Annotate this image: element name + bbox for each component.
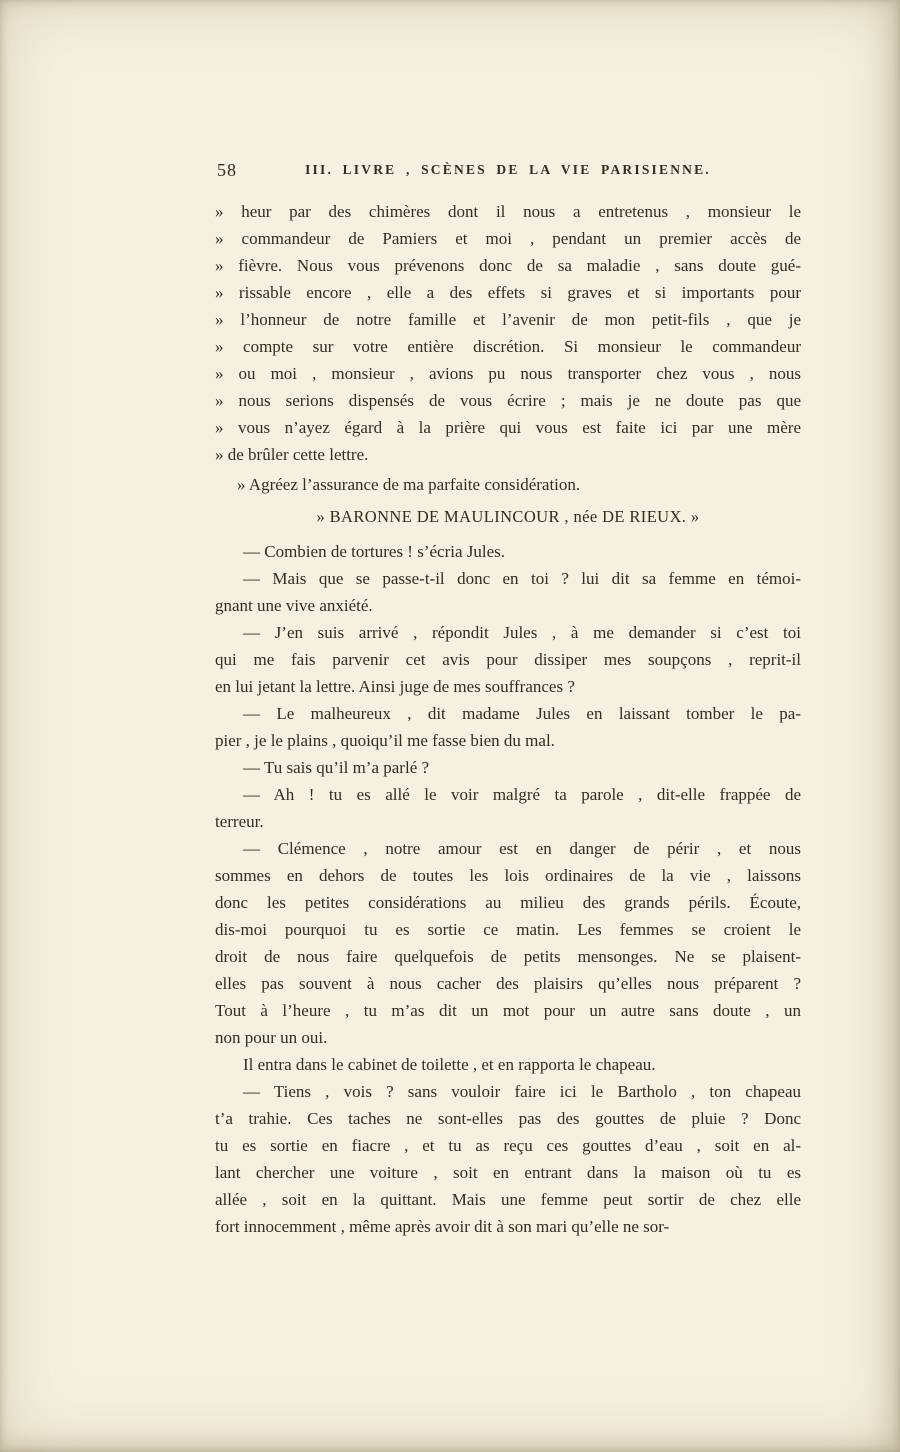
text-line: — Clémence , notre amour est en danger de périr , et nous [243,839,801,858]
text-line: Tout à l’heure , tu m’as dit un mot pour un autre sans doute , un [215,1001,801,1020]
text-line: allée , soit en la quittant. Mais une femme peut sortir de chez elle [215,1190,801,1209]
text-line: droit de nous faire quelquefois de petits mensonges. Ne se plaisent- [215,947,801,966]
text-line: dis-moi pourquoi tu es sortie ce matin. Les femmes se croient le [215,920,801,939]
page-header [215,158,801,188]
letter-line: » compte sur votre entière discrétion. Si monsieur le commandeur [215,337,801,356]
text-line: fort innocemment , même après avoir dit à son mari qu’elle ne sor- [215,1217,670,1236]
text-line: gnant une vive anxiété. [215,596,373,615]
running-title: III. LIVRE , SCÈNES DE LA VIE PARISIENNE. [305,162,711,177]
text-line: donc les petites considérations au milieu des grands périls. Écoute, [215,893,801,912]
text-line: — J’en suis arrivé , répondit Jules , à me demander si c’est toi [243,623,801,642]
text-line: — Le malheureux , dit madame Jules en laissant tomber le pa- [243,704,801,723]
text-line: non pour un oui. [215,1028,328,1047]
page-number: 58 [217,160,237,180]
dialogue-section [215,538,801,1240]
letter-line: » rissable encore , elle a des effets si graves et si importants pour [215,283,801,302]
text-line: sommes en dehors de toutes les lois ordinaires de la vie , laissons [215,866,801,885]
text-line: lant chercher une voiture , soit en entrant dans la maison où tu es [215,1163,801,1182]
letter-signature: » BARONNE DE MAULINCOUR , née DE RIEUX. » [316,507,700,526]
letter-line: » commandeur de Pamiers et moi , pendant un premier accès de [215,229,801,248]
text-line: — Tu sais qu’il m’a parlé ? [243,758,430,777]
letter-line: » de brûler cette lettre. [215,445,369,464]
letter-closing: » Agréez l’assurance de ma parfaite considération. [237,475,581,494]
letter-line: » vous n’ayez égard à la prière qui vous est faite ici par une mère [215,418,801,437]
text-line: — Combien de tortures ! s’écria Jules. [243,542,506,561]
letter-line: » l’honneur de notre famille et l’avenir de mon petit-fils , que je [215,310,801,329]
letter-line: » fièvre. Nous vous prévenons donc de sa maladie , sans doute gué- [215,256,801,275]
text-line: — Tiens , vois ? sans vouloir faire ici le Bartholo , ton chapeau [243,1082,801,1101]
text-line: — Mais que se passe-t-il donc en toi ? lui dit sa femme en témoi- [243,569,801,588]
text-line: — Ah ! tu es allé le voir malgré ta parole , dit-elle frappée de [243,785,801,804]
letter-quote [215,198,801,468]
letter-line: » heur par des chimères dont il nous a entretenus , monsieur le [215,202,801,221]
text-line: qui me fais parvenir cet avis pour dissiper mes soupçons , reprit-il [215,650,801,669]
text-line: terreur. [215,812,264,831]
letter-line: » nous serions dispensés de vous écrire ; mais je ne doute pas que [215,391,801,410]
letter-line: » ou moi , monsieur , avions pu nous transporter chez vous , nous [215,364,801,383]
text-line: Il entra dans le cabinet de toilette , et en rapporta le chapeau. [243,1055,656,1074]
text-line: t’a trahie. Ces taches ne sont-elles pas des gouttes de pluie ? Donc [215,1109,801,1128]
text-line: tu es sortie en fiacre , et tu as reçu ces gouttes d’eau , soit en al- [215,1136,801,1155]
text-block [215,158,801,1240]
text-line: elles pas souvent à nous cacher des plaisirs qu’elles nous préparent ? [215,974,801,993]
text-line: pier , je le plains , quoiqu’il me fasse bien du mal. [215,731,555,750]
text-line: en lui jetant la lettre. Ainsi juge de mes souffrances ? [215,677,575,696]
